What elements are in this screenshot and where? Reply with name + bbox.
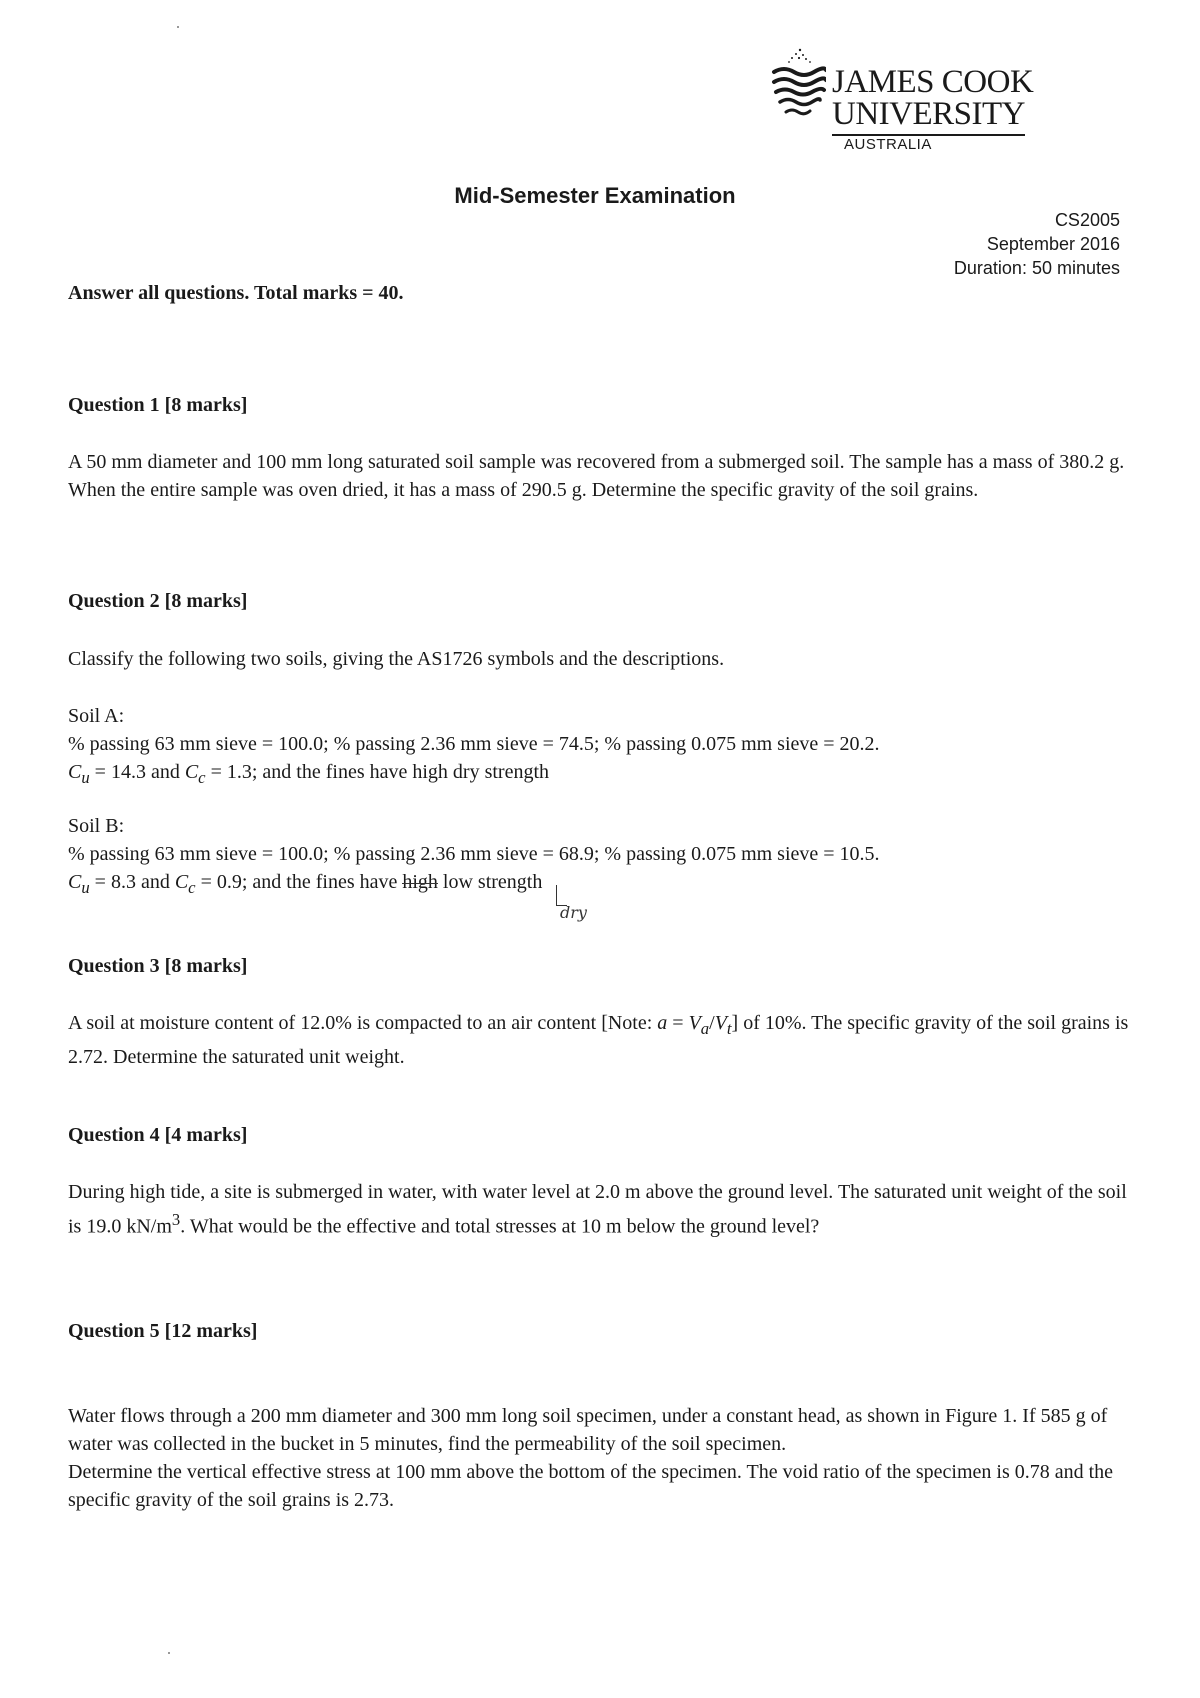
logo-text-line1: JAMES COOK xyxy=(832,64,1034,100)
question-4-text xyxy=(68,1178,1138,1241)
question-1-text: A 50 mm diameter and 100 mm long saturated soil sample was recovered from a submerged soil. The sample has a mass of 380.2 g. When the entire sample was oven dried, it has a mass of 290.5 g. Determine the specific gravity of the soil grains. xyxy=(68,451,1125,501)
cu-symbol: C xyxy=(68,871,82,893)
question-5-text xyxy=(68,1402,1138,1514)
course-code: CS2005 xyxy=(1054,210,1120,230)
exam-meta xyxy=(954,208,1120,280)
q4-text-b: . What would be the effective and total stresses at 10 m below the ground level? xyxy=(180,1215,820,1238)
question-5-heading: Question 5 [12 marks] xyxy=(68,1320,258,1342)
soil-b-rest: = 0.9; and the fines have xyxy=(195,871,403,893)
logo-text-line3: AUSTRALIA xyxy=(844,136,932,153)
exam-title: Mid-Semester Examination xyxy=(454,183,736,208)
university-logo xyxy=(770,44,1060,154)
soil-a-coefficients xyxy=(68,758,1138,792)
wave-emblem-icon xyxy=(770,44,826,134)
va-subscript: a xyxy=(700,1019,710,1038)
va-symbol: V xyxy=(688,1012,701,1034)
logo-text-line2: UNIVERSITY xyxy=(832,96,1025,136)
soil-b-block xyxy=(68,812,1138,902)
q3-text-b: ] of 10%. The specific gravity of the soil grains is 2.72. Determine the saturated unit weight. xyxy=(68,1012,1129,1068)
q3-text-a: A soil at moisture content of 12.0% is compacted to an air content [Note: xyxy=(68,1012,658,1034)
air-content-symbol: a xyxy=(657,1012,668,1034)
question-3-text xyxy=(68,1009,1138,1071)
q5-paragraph-2: Determine the vertical effective stress at 100 mm above the bottom of the specimen. The void ratio of the specimen is 0.78 and the specific gravity of the soil grains is 2.73. xyxy=(68,1461,1114,1511)
struck-word: high xyxy=(402,871,438,893)
soil-a-label: Soil A: xyxy=(68,705,125,727)
cubed-superscript: 3 xyxy=(171,1210,181,1229)
cu-value: = 14.3 and xyxy=(89,761,185,783)
question-2-heading: Question 2 [8 marks] xyxy=(68,590,248,612)
question-2-intro: Classify the following two soils, giving the AS1726 symbols and the descriptions. xyxy=(68,648,725,670)
exam-date: September 2016 xyxy=(986,234,1120,254)
handwritten-note: dry xyxy=(560,903,587,922)
question-3-heading: Question 3 [8 marks] xyxy=(68,955,248,977)
question-4-heading: Question 4 [4 marks] xyxy=(68,1124,248,1146)
cu-symbol: C xyxy=(68,761,82,783)
soil-b-gradation: % passing 63 mm sieve = 100.0; % passing 2.36 mm sieve = 68.9; % passing 0.075 mm sieve = 10.5. xyxy=(68,843,880,865)
q4-text-a: During high tide, a site is submerged in water, with water level at 2.0 m above the ground level. The saturated unit weight of the soil is 19.0 kN/m xyxy=(68,1181,1127,1238)
soil-b-coefficients xyxy=(68,868,1138,902)
scan-speck xyxy=(177,26,179,28)
exam-duration: Duration: 50 minutes xyxy=(953,258,1120,278)
exam-instructions: Answer all questions. Total marks = 40. xyxy=(68,282,404,304)
soil-a-block xyxy=(68,702,1138,792)
soil-b-rest-2: low strength xyxy=(437,871,543,893)
cc-symbol: C xyxy=(184,761,199,783)
equals: = xyxy=(667,1012,689,1034)
cu-subscript: u xyxy=(81,768,90,787)
cu-subscript: u xyxy=(81,878,90,897)
q5-paragraph-1: Water flows through a 200 mm diameter and 300 mm long soil specimen, under a constant head, as shown in Figure 1. If 585 g of water was collected in the bucket in 5 minutes, find the permeability of the soil specimen. xyxy=(68,1405,1108,1455)
vt-subscript: t xyxy=(726,1019,732,1038)
soil-b-label: Soil B: xyxy=(68,815,125,837)
cc-subscript: c xyxy=(198,768,206,787)
cu-value: = 8.3 and xyxy=(89,871,175,893)
question-1-heading: Question 1 [8 marks] xyxy=(68,394,248,416)
slash: / xyxy=(709,1012,715,1034)
vt-symbol: V xyxy=(714,1012,727,1034)
soil-a-rest: = 1.3; and the fines have high dry strength xyxy=(205,761,550,783)
cc-subscript: c xyxy=(188,878,196,897)
cc-symbol: C xyxy=(174,871,189,893)
scan-speck xyxy=(168,1652,170,1654)
soil-a-gradation: % passing 63 mm sieve = 100.0; % passing 2.36 mm sieve = 74.5; % passing 0.075 mm sieve = 20.2. xyxy=(68,733,880,755)
